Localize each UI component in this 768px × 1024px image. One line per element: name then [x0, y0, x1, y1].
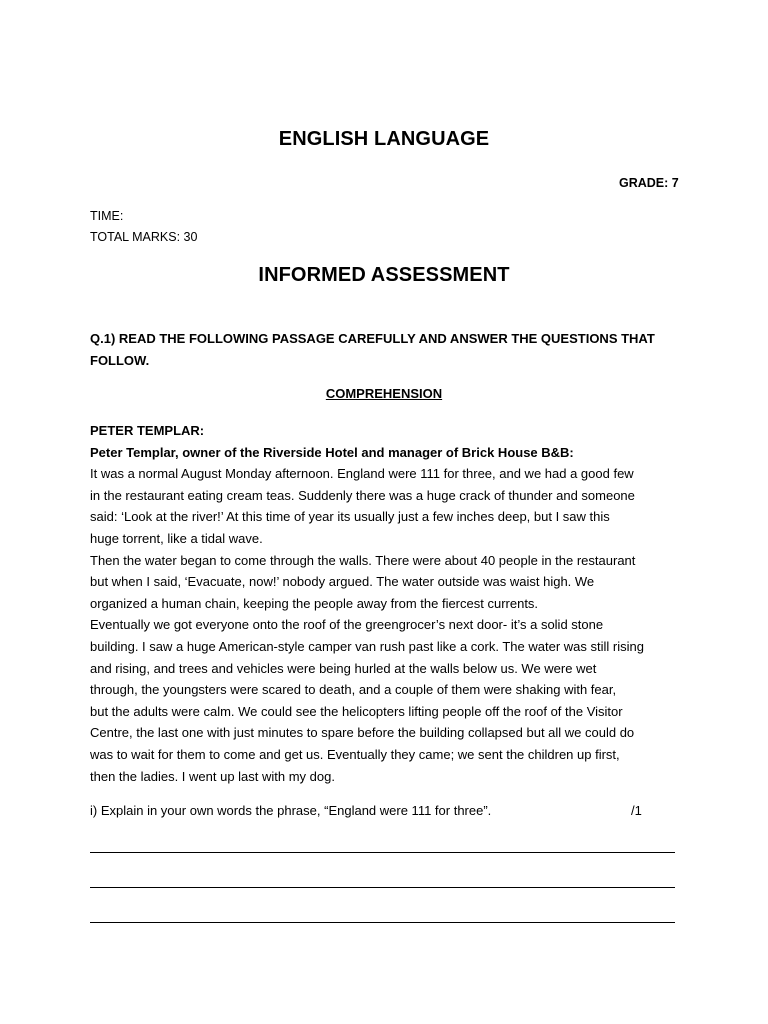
passage-line: but when I said, ‘Evacuate, now!’ nobody argued. The water outside was waist high. We	[90, 574, 595, 590]
time-label: TIME:	[90, 209, 124, 223]
instruction-line: FOLLOW.	[90, 352, 150, 368]
section-heading: COMPREHENSION	[325, 386, 443, 401]
sub-question-text: i) Explain in your own words the phrase, “England were 111 for three”.	[90, 803, 492, 818]
passage-speaker-role: Peter Templar, owner of the Riverside Hotel and manager of Brick House B&B:	[90, 444, 574, 460]
answer-line[interactable]	[90, 922, 675, 923]
passage-line: through, the youngsters were scared to death, and a couple of them were shaking with fear,	[90, 682, 617, 698]
passage-line: and rising, and trees and vehicles were being hurled at the walls below us. We were wet	[90, 660, 597, 676]
question-instruction	[90, 328, 690, 371]
passage-line: was to wait for them to come and get us. Eventually they came; we sent the children up first,	[90, 746, 620, 762]
passage-line: Eventually we got everyone onto the roof of the greengrocer’s next door- it’s a solid stone	[90, 617, 604, 633]
passage-line: building. I saw a huge American-style camper van rush past like a cork. The water was still rising	[90, 638, 644, 654]
passage-line: but the adults were calm. We could see the helicopters lifting people off the roof of the Visitor	[90, 703, 623, 719]
passage-line: in the restaurant eating cream teas. Suddenly there was a huge crack of thunder and someone	[90, 487, 635, 503]
answer-line[interactable]	[90, 887, 675, 888]
passage-line: Centre, the last one with just minutes to spare before the building collapsed but all we could do	[90, 725, 635, 741]
passage-line: said: ‘Look at the river!’ At this time of year its usually just a few inches deep, but I saw this	[90, 509, 610, 525]
passage-line: Then the water began to come through the walls. There were about 40 people in the restaurant	[90, 552, 636, 568]
passage-line: huge torrent, like a tidal wave.	[90, 530, 263, 546]
page-title: ENGLISH LANGUAGE	[278, 128, 490, 150]
total-marks-label: TOTAL MARKS: 30	[90, 230, 198, 244]
grade-label: GRADE: 7	[619, 176, 679, 190]
passage-line: organized a human chain, keeping the people away from the fiercest currents.	[90, 595, 539, 611]
passage-line: It was a normal August Monday afternoon. England were 111 for three, and we had a good few	[90, 466, 634, 482]
comprehension-passage	[90, 420, 690, 787]
assessment-heading: INFORMED ASSESSMENT	[258, 264, 510, 286]
passage-line: then the ladies. I went up last with my dog.	[90, 768, 335, 784]
answer-line[interactable]	[90, 852, 675, 853]
passage-speaker: PETER TEMPLAR:	[90, 423, 205, 438]
sub-question-marks: /1	[631, 803, 642, 818]
instruction-line: Q.1) READ THE FOLLOWING PASSAGE CAREFULLY AND ANSWER THE QUESTIONS THAT	[90, 331, 655, 346]
